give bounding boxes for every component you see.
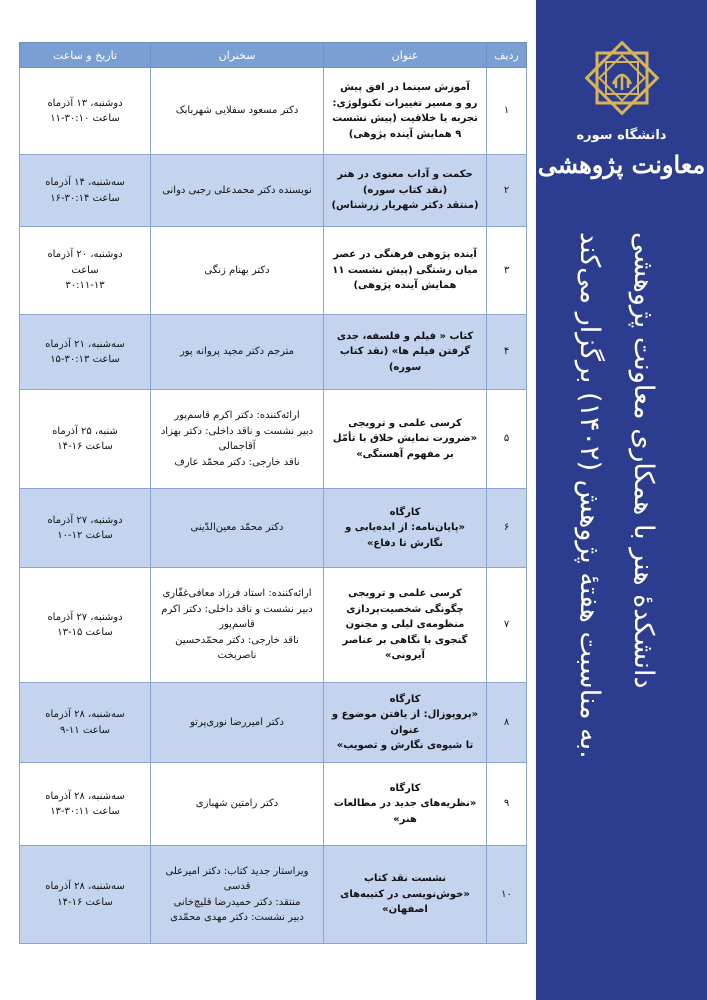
row-title-line: «خوش‌نویسی در کتیبه‌های xyxy=(340,888,470,900)
row-title xyxy=(324,683,487,763)
row-speaker-line: ویراستار جدید کتاب: دکتر امیرعلی xyxy=(165,865,309,877)
row-title xyxy=(324,315,487,390)
row-date-line: دوشنبه، ۱۳ آذرماه xyxy=(47,97,123,109)
row-title xyxy=(324,227,487,315)
row-title-line: ۹ همایش آینده پژوهی) xyxy=(348,128,462,140)
row-date-line: سه‌شنبه، ۲۱ آذرماه xyxy=(45,338,125,350)
row-date xyxy=(20,489,151,568)
row-number: ۵ xyxy=(487,390,527,489)
row-date-line: دوشنبه، ۲۰ آذرماه xyxy=(47,249,123,261)
row-title xyxy=(324,846,487,944)
header-title: عنوان xyxy=(324,43,487,68)
row-title-line: حکمت و آداب معنوی در هنر xyxy=(337,169,473,181)
table-row xyxy=(20,763,527,846)
row-speaker-line: دبیر نشست و ناقد داخلی: دکتر بهزاد xyxy=(160,425,314,437)
row-date-line: ساعت ۱۵-۱۳ xyxy=(57,627,113,638)
row-title-line: نگارش تا دفاع» xyxy=(366,537,444,549)
row-number: ۸ xyxy=(487,683,527,763)
row-date-line: شنبه، ۲۵ آذرماه xyxy=(52,425,118,437)
header-date: تاریخ و ساعت xyxy=(20,43,151,68)
row-speaker-line: دکتر محمّد معین‌الدّینی xyxy=(190,522,284,534)
row-speaker-line: قدسی xyxy=(223,881,251,892)
row-date-line: ساعت ۳۰:۱۰-۱۱ xyxy=(50,113,120,124)
header-speaker: سخنران xyxy=(151,43,324,68)
row-title-line: منظومه‌ی لیلی و مجنون xyxy=(345,619,465,631)
row-speaker-line: دکتر بهنام زنگی xyxy=(204,264,270,276)
row-speaker-line: منتقد: دکتر حمیدرضا قلیچ‌خانی xyxy=(173,896,301,908)
university-name: دانشگاه سوره xyxy=(576,128,667,143)
table-row xyxy=(20,390,527,489)
row-speaker xyxy=(151,763,324,846)
row-speaker xyxy=(151,390,324,489)
row-title xyxy=(324,489,487,568)
row-speaker-line: نویسنده دکتر محمدعلی رجبی دوانی xyxy=(162,184,312,196)
row-title xyxy=(324,68,487,155)
row-title-line: آینده پژوهی فرهنگی در عصر xyxy=(333,249,477,261)
table-row xyxy=(20,568,527,683)
row-speaker xyxy=(151,68,324,155)
row-title-line: آیرونی» xyxy=(385,650,425,662)
university-emblem-icon xyxy=(580,36,664,120)
row-speaker-line: دبیر نشست و ناقد داخلی: دکتر اکرم xyxy=(161,603,313,615)
header-num: ردیف xyxy=(487,43,527,68)
row-title-line: آموزش سینما در افق پیش xyxy=(340,82,470,93)
row-speaker-line: آقاجمالی xyxy=(218,441,256,452)
row-title-line: اصفهان» xyxy=(382,904,428,916)
row-title xyxy=(324,568,487,683)
vertical-title-line-1: دانشکدۀ هنر با همکاری معاونت پژوهشی xyxy=(628,232,659,689)
row-number: ۲ xyxy=(487,155,527,227)
side-panel xyxy=(536,0,707,1000)
row-title-line: سوره) xyxy=(388,361,422,373)
row-speaker-line: ارائه‌کننده: استاد فرزاد معافی‌غفّاری xyxy=(162,588,312,600)
table-row xyxy=(20,315,527,390)
table-row xyxy=(20,683,527,763)
row-date xyxy=(20,227,151,315)
row-title-line: نشست نقد کتاب xyxy=(363,873,447,885)
row-speaker xyxy=(151,227,324,315)
row-speaker xyxy=(151,489,324,568)
row-date-line: ساعت xyxy=(71,264,99,276)
row-date xyxy=(20,390,151,489)
row-date xyxy=(20,763,151,846)
row-title-line: (منتقد دکتر شهریار زرشناس) xyxy=(331,200,479,212)
row-speaker xyxy=(151,683,324,763)
row-title xyxy=(324,390,487,489)
row-speaker-line: دکتر مسعود سفلایی شهربابک xyxy=(175,105,299,117)
row-title-line: رو و مسیر تغییرات تکنولوژی: xyxy=(332,97,478,109)
row-number: ۱۰ xyxy=(487,846,527,944)
row-title-line: کارگاه xyxy=(389,506,421,518)
row-speaker-line: دکتر رامتین شهبازی xyxy=(195,798,279,810)
table-header-row xyxy=(20,43,527,68)
row-title-line: تجربه یا خلاقیت (پیش نشست xyxy=(332,113,478,124)
row-speaker-line: ناقد خارجی: دکتر محمّد عارف xyxy=(174,456,300,468)
vertical-title-line-2: به مناسبت هفتۀ پژوهش (۱۴۰۲) برگزار می‌کند. xyxy=(574,232,605,759)
row-date-line: ۳۰:۱۱-۱۳ xyxy=(65,280,105,292)
row-speaker-line: ارائه‌کننده: دکتر اکرم قاسم‌پور xyxy=(174,410,300,421)
row-speaker-line: دبیر نشست: دکتر مهدی محمّدی xyxy=(170,912,304,923)
row-date xyxy=(20,315,151,390)
row-date-line: سه‌شنبه، ۲۸ آذرماه xyxy=(45,709,125,720)
row-title-line: «نظریه‌های جدید در مطالعات xyxy=(333,798,477,810)
row-speaker-line: ناقد خارجی: دکتر محمّدحسین xyxy=(175,634,299,646)
row-speaker xyxy=(151,155,324,227)
row-date-line: ساعت ۳۰:۱۳-۱۵ xyxy=(50,354,120,365)
row-title xyxy=(324,155,487,227)
row-title-line: «پروپوزال: از یافتن موضوع و xyxy=(331,709,479,720)
row-title-line: گنجوی با نگاهی بر عناصر xyxy=(342,634,468,646)
row-date xyxy=(20,568,151,683)
row-title-line: کرسی علمی و ترویجی xyxy=(348,588,462,600)
table-body xyxy=(20,68,527,944)
row-date-line: سه‌شنبه، ۱۴ آذرماه xyxy=(45,177,125,188)
row-speaker-line: ناصربخت xyxy=(217,650,257,662)
row-title-line: همایش آینده پژوهی) xyxy=(353,280,457,292)
row-title-line: هنر» xyxy=(393,813,417,825)
row-title-line: تا شیوه‌ی نگارش و تصویب» xyxy=(336,740,474,751)
row-number: ۴ xyxy=(487,315,527,390)
row-title-line: (نقد کتاب سوره) xyxy=(362,184,448,196)
row-date-line: دوشنبه، ۲۷ آذرماه xyxy=(47,514,123,526)
row-title-line: کرسی علمی و ترویجی xyxy=(348,417,462,429)
table-row xyxy=(20,489,527,568)
schedule-table xyxy=(19,42,527,944)
row-speaker-line: مترجم دکتر مجید پروانه پور xyxy=(179,346,295,358)
row-date xyxy=(20,683,151,763)
row-date-line: ساعت ۱۶-۱۴ xyxy=(57,896,113,908)
row-title-line: کارگاه xyxy=(389,782,421,794)
schedule-table-wrapper xyxy=(19,42,519,944)
row-date-line: ساعت ۱۲-۱۰ xyxy=(57,530,113,541)
row-title-line: عنوان xyxy=(390,724,420,736)
row-speaker xyxy=(151,568,324,683)
table-row xyxy=(20,846,527,944)
table-row xyxy=(20,227,527,315)
row-number: ۶ xyxy=(487,489,527,568)
row-date-line: ساعت ۱۱-۹ xyxy=(59,724,111,736)
row-date-line: ساعت ۱۶-۱۴ xyxy=(57,441,113,452)
row-title-line: چگونگی شخصیت‌پردازی xyxy=(346,603,464,615)
table-row xyxy=(20,68,527,155)
row-number: ۷ xyxy=(487,568,527,683)
row-number: ۳ xyxy=(487,227,527,315)
row-title-line: کتاب « فیلم و فلسفه، جدی xyxy=(336,330,474,342)
row-title-line: میان رشتگی (پیش نشست ۱۱ xyxy=(332,264,478,276)
row-date xyxy=(20,68,151,155)
row-title-line: «پایان‌نامه: از ایده‌یابی و xyxy=(345,522,465,534)
row-speaker-line: قاسم‌پور xyxy=(219,619,255,631)
row-title-line: «ضرورت نمایش خلاق با تأمّل xyxy=(332,433,478,445)
row-date xyxy=(20,846,151,944)
row-date xyxy=(20,155,151,227)
table-row xyxy=(20,155,527,227)
row-speaker-line: دکتر امیررضا نوری‌پرتو xyxy=(190,716,284,728)
row-title xyxy=(324,763,487,846)
row-speaker xyxy=(151,315,324,390)
row-date-line: دوشنبه، ۲۷ آذرماه xyxy=(47,611,123,623)
row-speaker xyxy=(151,846,324,944)
row-date-line: سه‌شنبه، ۲۸ آذرماه xyxy=(45,881,125,892)
row-number: ۹ xyxy=(487,763,527,846)
department-name: معاونت پژوهشی xyxy=(537,150,706,179)
row-date-line: سه‌شنبه، ۲۸ آذرماه xyxy=(45,790,125,802)
row-date-line: ساعت ۳۰:۱۱-۱۳ xyxy=(50,806,120,817)
row-title-line: کارگاه xyxy=(389,693,421,705)
row-title-line: بر مفهوم آهستگی» xyxy=(356,448,454,460)
row-date-line: ساعت ۳۰:۱۴-۱۶ xyxy=(50,192,120,204)
row-title-line: گرفتن فیلم ها» (نقد کتاب xyxy=(339,346,471,358)
row-number: ۱ xyxy=(487,68,527,155)
